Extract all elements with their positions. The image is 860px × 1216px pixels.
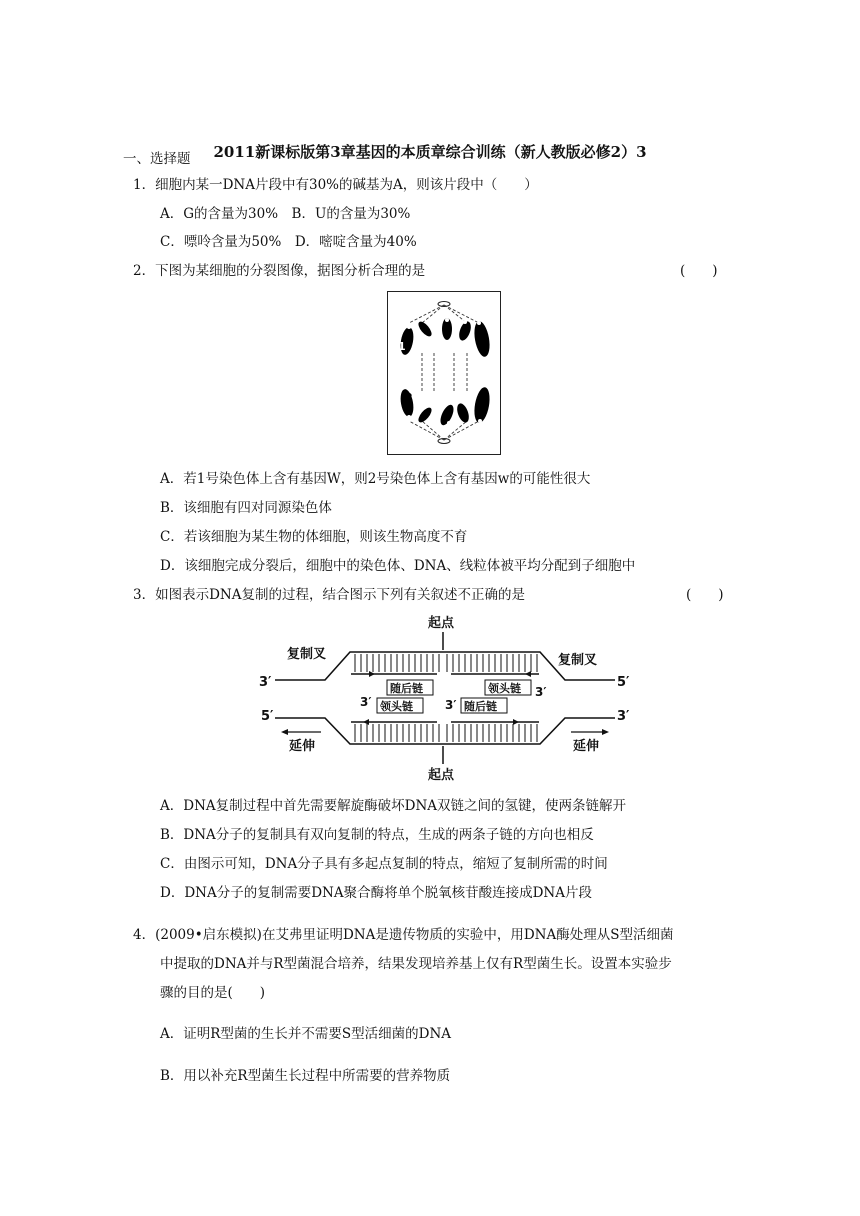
end-label-right-bottom: 3′ <box>617 709 630 724</box>
end-label-mid-3: 3′ <box>535 685 547 699</box>
q2-answer-paren: ( ) <box>680 263 718 279</box>
q4-option-b: B．用以补充R型菌生长过程中所需要的营养物质 <box>160 1068 451 1084</box>
q2-option-b: B．该细胞有四对同源染色体 <box>160 500 332 516</box>
q2-stem: 2．下图为某细胞的分裂图像，据图分析合理的是 <box>133 263 426 279</box>
q1-options-cd: C．嘌呤含量为50% D．嘧啶含量为40% <box>160 234 417 250</box>
lagging-strand-label-upper: 随后链 <box>390 682 423 695</box>
q2-option-d: D．该细胞完成分裂后，细胞中的染色体、DNA、线粒体被平均分配到子细胞中 <box>160 558 636 574</box>
end-label-mid-2: 3′ <box>445 698 457 712</box>
end-label-left-bottom: 5′ <box>261 709 274 724</box>
q1-stem: 1．细胞内某一DNA片段中有30%的碱基为A，则该片段中（ ） <box>133 177 538 193</box>
q2-option-c: C．若该细胞为某生物的体细胞，则该生物高度不育 <box>160 529 468 545</box>
q4-stem-line3: 骤的目的是( ) <box>160 985 266 1001</box>
leading-strand-label-upper: 领头链 <box>488 682 521 695</box>
q3-option-c: C．由图示可知，DNA分子具有多起点复制的特点，缩短了复制所需的时间 <box>160 856 608 872</box>
extend-right-label: 延伸 <box>573 739 600 754</box>
q3-option-a: A．DNA复制过程中首先需要解旋酶破坏DNA双链之间的氢键，使两条链解开 <box>160 798 627 814</box>
end-label-mid-1: 3′ <box>360 695 372 709</box>
q4-stem-line1: 4．(2009•启东模拟)在艾弗里证明DNA是遗传物质的实验中，用DNA酶处理从S型活细菌 <box>133 927 674 943</box>
cell-division-figure <box>387 291 501 455</box>
end-label-right-top: 5′ <box>617 675 630 690</box>
fork-right-label: 复制叉 <box>558 653 598 668</box>
q3-option-d: D．DNA分子的复制需要DNA聚合酶将单个脱氧核苷酸连接成DNA片段 <box>160 885 592 901</box>
extend-left-label: 延伸 <box>289 739 316 754</box>
chromosome-1-label: 1 <box>398 340 406 353</box>
fork-left-label: 复制叉 <box>287 647 327 662</box>
end-label-left-top: 3′ <box>259 675 272 690</box>
section-heading: 一、选择题 <box>123 151 191 167</box>
leading-strand-label-lower: 领头链 <box>380 700 413 713</box>
q4-stem-line2: 中提取的DNA并与R型菌混合培养，结果发现培养基上仅有R型菌生长。设置本实验步 <box>160 956 672 972</box>
page-title: 2011新课标版第3章基因的本质章综合训练（新人教版必修2）3 <box>213 143 647 161</box>
q1-options-ab: A．G的含量为30% B．U的含量为30% <box>160 206 411 222</box>
lagging-strand-label-lower: 随后链 <box>464 700 497 713</box>
q3-answer-paren: ( ) <box>686 587 724 603</box>
origin-bottom-label: 起点 <box>428 768 455 783</box>
q2-option-a: A．若1号染色体上含有基因W，则2号染色体上含有基因w的可能性很大 <box>160 471 591 487</box>
dna-replication-figure <box>255 614 645 784</box>
origin-top-label: 起点 <box>428 616 455 631</box>
chromosome-2-label: 2 <box>405 391 413 404</box>
q4-option-a: A．证明R型菌的生长并不需要S型活细菌的DNA <box>160 1026 452 1042</box>
q3-option-b: B．DNA分子的复制具有双向复制的特点，生成的两条子链的方向也相反 <box>160 827 594 843</box>
q3-stem: 3．如图表示DNA复制的过程，结合图示下列有关叙述不正确的是 <box>133 587 525 603</box>
